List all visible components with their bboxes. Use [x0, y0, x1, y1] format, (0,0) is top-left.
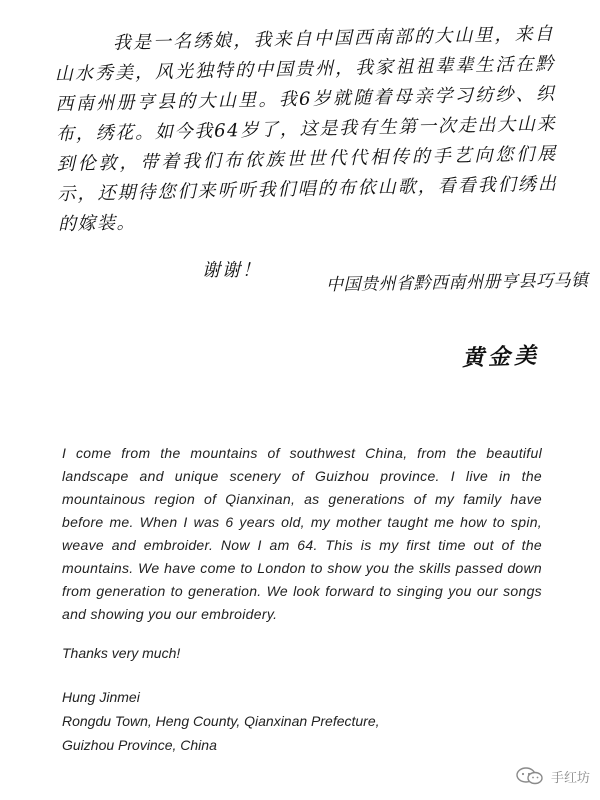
- paragraph-indent: [54, 49, 112, 50]
- address-line-1: Rongdu Town, Heng County, Qianxinan Prefecture,: [62, 713, 380, 729]
- signer-name: Hung Jinmei: [62, 689, 140, 705]
- english-letter-body: I come from the mountains of southwest China, from the beautiful landscape and unique scenery of Guizhou province. I live in the mountainous region of Qianxinan, as generations of my family have before me. When I was 6 years old, my mother taught me how to spin, weave and embroider. Now I am 64. This is my first time out of the mountains. We have come to London to show you the skills passed down from generation to generation. We look forward to singing you our songs and showing you our embroidery.: [62, 445, 542, 622]
- chinese-thanks: 谢谢！: [202, 260, 262, 281]
- english-signature-block: [62, 685, 542, 757]
- chinese-signature: 黄金美: [461, 342, 541, 372]
- wechat-official-account-icon: [515, 766, 545, 786]
- watermark-text: 手红坊: [550, 770, 590, 786]
- watermark: [515, 766, 590, 786]
- chinese-letter-text: 我是一名绣娘，我来自中国西南部的大山里，来自山水秀美，风光独特的中国贵州，我家祖祖辈辈生活在黔西南州册亨县的大山里。我6岁就随着母亲学习纺纱、织布，绣花。如今我64岁了，这是我有生第一次走出大山来到伦敦，带着我们布依族世世代代相传的手艺向您们展示，还期待您们来听听我们唱的布依山歌，看看我们绣出的嫁装。: [54, 23, 558, 235]
- chinese-letter-body: [54, 20, 558, 240]
- address-line-2: Guizhou Province, China: [62, 737, 217, 753]
- chinese-address: 中国贵州省黔西南州册亨县巧马镇: [325, 270, 589, 296]
- english-thanks: Thanks very much!: [62, 645, 181, 661]
- english-letter: [62, 442, 542, 757]
